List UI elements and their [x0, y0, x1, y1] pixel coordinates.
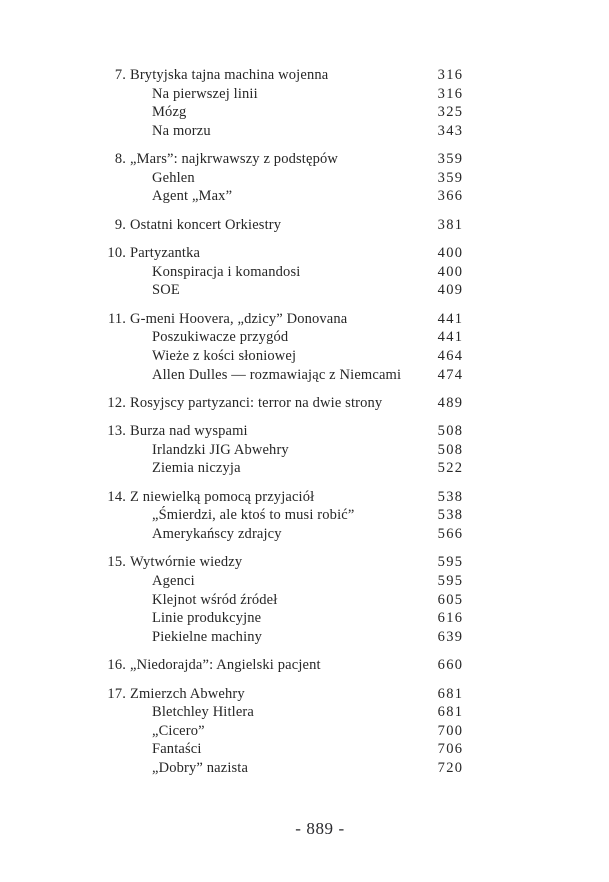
subentry-left: [107, 506, 438, 525]
subentry-title: Piekielne machiny: [152, 628, 263, 645]
chapter-title: Ostatni koncert Orkiestry: [130, 216, 282, 233]
subentry-row: [107, 609, 462, 628]
chapter-row: [107, 66, 462, 85]
chapter-title: Partyzantka: [130, 245, 201, 262]
subentry-row: [107, 722, 462, 741]
chapter-page: 316: [437, 67, 464, 83]
subentry-row: [107, 122, 462, 141]
subentry-row: [107, 759, 462, 778]
chapter-number: 8.: [114, 151, 126, 168]
subentry-page: 566: [437, 526, 464, 543]
chapter-row: [107, 553, 462, 572]
subentry-left: [107, 703, 438, 722]
toc-section: [107, 66, 462, 140]
chapter-title: G-meni Hoovera, „dzicy” Donovana: [130, 310, 348, 327]
chapter-title: Wytwórnie wiedzy: [130, 554, 243, 571]
toc-section: [107, 422, 462, 478]
subentry-row: [107, 187, 462, 206]
chapter-page: 441: [437, 310, 464, 327]
subentry-title: Ziemia niczyja: [152, 460, 241, 477]
subentry-left: [107, 103, 438, 122]
toc-section: [107, 216, 462, 235]
subentry-title: Gehlen: [152, 169, 195, 186]
subentry-row: [107, 506, 462, 525]
chapter-page: 681: [437, 685, 464, 702]
subentry-page: 343: [437, 122, 464, 139]
subentry-page: 616: [437, 610, 464, 627]
subentry-left: [107, 459, 438, 478]
subentry-title: Na pierwszej linii: [152, 85, 258, 102]
subentry-row: [107, 441, 462, 460]
subentry-title: Fantaści: [152, 741, 202, 758]
subentry-title: Amerykańscy zdrajcy: [152, 526, 282, 543]
toc-section: [107, 310, 462, 384]
subentry-left: [107, 187, 438, 206]
subentry-left: [107, 572, 438, 591]
subentry-page: 316: [437, 85, 464, 102]
chapter-page: 400: [437, 245, 464, 262]
subentry-page: 366: [437, 188, 464, 205]
subentry-title: Na morzu: [152, 122, 211, 139]
subentry-title: „Śmierdzi, ale ktoś to musi robić”: [152, 507, 355, 524]
chapter-title: „Mars”: najkrwawszy z podstępów: [130, 151, 338, 168]
subentry-title: Wieże z kości słoniowej: [152, 347, 297, 364]
subentry-title: Klejnot wśród źródeł: [152, 591, 278, 608]
chapter-left: [107, 150, 438, 169]
chapter-title: Brytyjska tajna machina wojenna: [130, 67, 329, 83]
subentry-row: [107, 347, 462, 366]
toc-section: [107, 685, 462, 778]
subentry-page: 595: [437, 573, 464, 590]
chapter-number: 15.: [107, 554, 126, 571]
chapter-row: [107, 422, 462, 441]
chapter-left: [107, 488, 438, 507]
subentry-page: 639: [437, 628, 464, 645]
subentry-row: [107, 103, 462, 122]
chapter-number: 16.: [107, 657, 126, 674]
chapter-number: 12.: [107, 394, 126, 411]
chapter-left: [107, 656, 438, 675]
subentry-page: 409: [437, 282, 464, 299]
subentry-page: 400: [437, 263, 464, 280]
subentry-title: Bletchley Hitlera: [152, 704, 254, 721]
subentry-title: Allen Dulles — rozmawiając z Niemcami: [152, 366, 402, 383]
subentry-page: 359: [437, 169, 464, 186]
chapter-number: 13.: [107, 423, 126, 440]
subentry-left: [107, 328, 438, 347]
toc-section: [107, 488, 462, 544]
chapter-row: [107, 488, 462, 507]
subentry-row: [107, 328, 462, 347]
chapter-row: [107, 656, 462, 675]
subentry-row: [107, 572, 462, 591]
subentry-page: 706: [437, 741, 464, 758]
chapter-number: 10.: [107, 245, 126, 262]
chapter-title: Zmierzch Abwehry: [130, 685, 245, 702]
subentry-row: [107, 366, 462, 385]
chapter-row: [107, 216, 462, 235]
subentry-page: 700: [437, 722, 464, 739]
chapter-page: 489: [437, 394, 464, 411]
subentry-page: 720: [437, 759, 464, 776]
subentry-title: SOE: [152, 282, 180, 299]
chapter-left: [107, 244, 438, 263]
subentry-left: [107, 525, 438, 544]
chapter-row: [107, 150, 462, 169]
chapter-page: 660: [437, 657, 464, 674]
subentry-row: [107, 85, 462, 104]
toc-section: [107, 244, 462, 300]
subentry-page: 522: [437, 460, 464, 477]
subentry-title: Irlandzki JIG Abwehry: [152, 441, 289, 458]
subentry-row: [107, 281, 462, 300]
subentry-title: Linie produkcyjne: [152, 610, 262, 627]
toc-section: [107, 394, 462, 413]
chapter-page: 359: [437, 151, 464, 168]
toc-section: [107, 553, 462, 646]
subentry-row: [107, 628, 462, 647]
table-of-contents: [107, 66, 462, 778]
subentry-page: 441: [437, 329, 464, 346]
subentry-left: [107, 85, 438, 104]
chapter-row: [107, 244, 462, 263]
chapter-left: [107, 422, 438, 441]
chapter-left: [107, 685, 438, 704]
subentry-page: 605: [437, 591, 464, 608]
chapter-title: „Niedorajda”: Angielski pacjent: [130, 657, 321, 674]
chapter-left: [107, 310, 438, 329]
subentry-row: [107, 169, 462, 188]
subentry-left: [107, 740, 438, 759]
chapter-page: 595: [437, 554, 464, 571]
subentry-row: [107, 740, 462, 759]
chapter-row: [107, 685, 462, 704]
subentry-left: [107, 366, 438, 385]
subentry-title: Konspiracja i komandosi: [152, 263, 301, 280]
subentry-page: 681: [437, 704, 464, 721]
chapter-number: 7.: [114, 67, 126, 83]
chapter-number: 9.: [114, 216, 126, 233]
chapter-row: [107, 310, 462, 329]
chapter-title: Z niewielką pomocą przyjaciół: [130, 488, 315, 505]
toc-section: [107, 150, 462, 206]
subentry-row: [107, 525, 462, 544]
chapter-title: Burza nad wyspami: [130, 423, 248, 440]
subentry-title: „Cicero”: [152, 722, 205, 739]
subentry-page: 464: [437, 347, 464, 364]
chapter-number: 17.: [107, 685, 126, 702]
chapter-row: [107, 394, 462, 413]
chapter-page: 381: [437, 216, 464, 233]
chapter-number: 11.: [107, 310, 126, 327]
subentry-left: [107, 263, 438, 282]
subentry-page: 325: [437, 104, 464, 121]
chapter-left: [107, 66, 438, 85]
chapter-title: Rosyjscy partyzanci: terror na dwie strony: [130, 394, 383, 411]
subentry-row: [107, 263, 462, 282]
subentry-page: 508: [437, 441, 464, 458]
subentry-left: [107, 759, 438, 778]
subentry-left: [107, 722, 438, 741]
toc-section: [107, 656, 462, 675]
chapter-page: 508: [437, 423, 464, 440]
subentry-title: Mózg: [152, 104, 187, 121]
subentry-title: Agent „Max”: [152, 188, 233, 205]
chapter-number: 14.: [107, 488, 126, 505]
subentry-left: [107, 628, 438, 647]
subentry-page: 474: [437, 366, 464, 383]
subentry-left: [107, 347, 438, 366]
chapter-left: [107, 553, 438, 572]
subentry-left: [107, 609, 438, 628]
subentry-title: „Dobry” nazista: [152, 759, 249, 776]
chapter-page: 538: [437, 488, 464, 505]
subentry-row: [107, 703, 462, 722]
subentry-title: Agenci: [152, 573, 195, 590]
subentry-row: [107, 459, 462, 478]
subentry-page: 538: [437, 507, 464, 524]
subentry-title: Poszukiwacze przygód: [152, 329, 289, 346]
subentry-left: [107, 122, 438, 141]
subentry-row: [107, 591, 462, 610]
subentry-left: [107, 441, 438, 460]
subentry-left: [107, 591, 438, 610]
chapter-left: [107, 216, 438, 235]
subentry-left: [107, 169, 438, 188]
page-number: - 889 -: [295, 819, 345, 838]
subentry-left: [107, 281, 438, 300]
chapter-left: [107, 394, 438, 413]
